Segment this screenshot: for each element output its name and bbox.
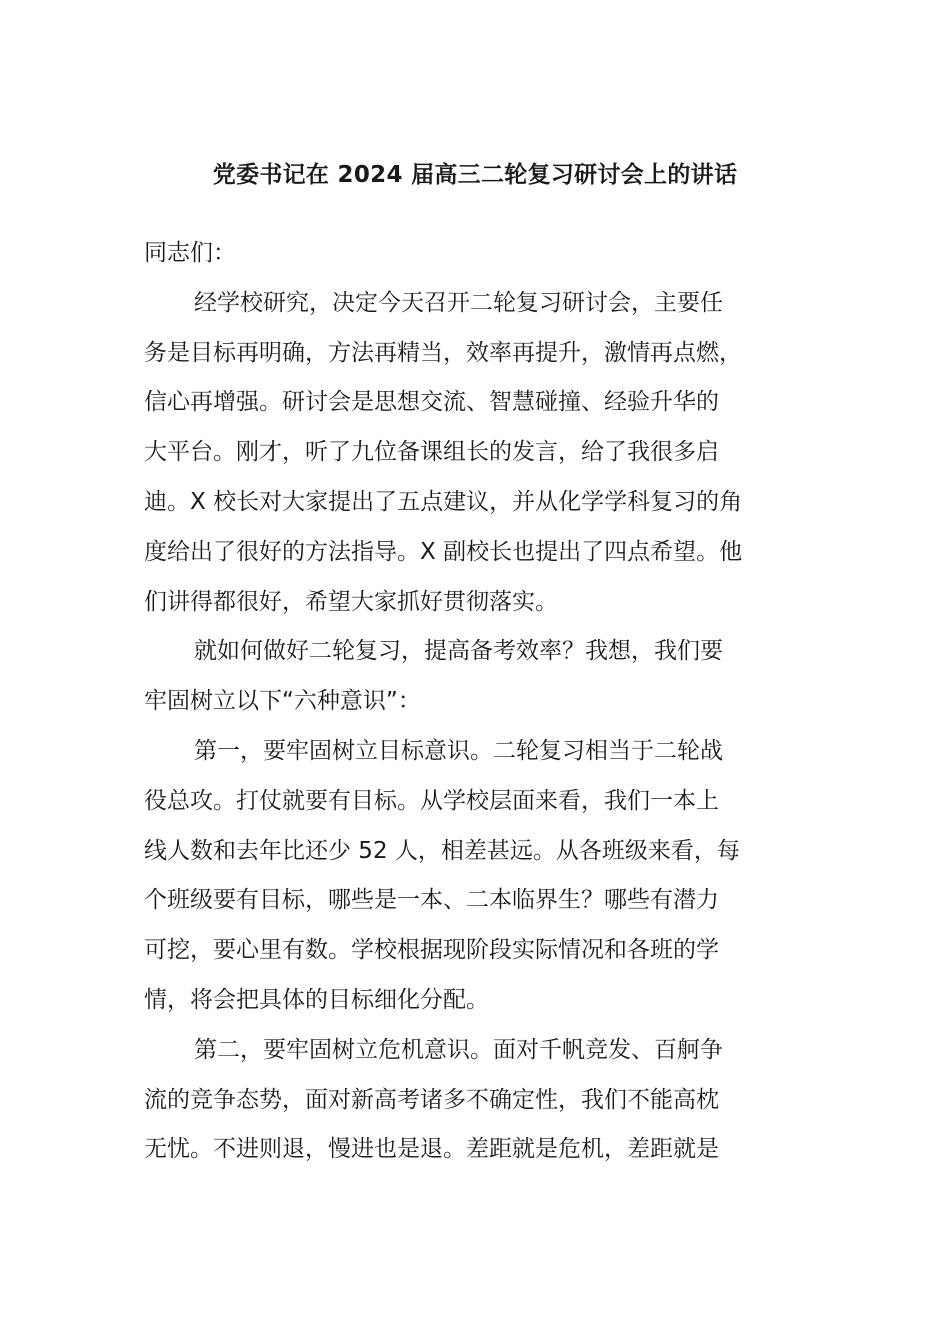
text-line: 们讲得都很好，希望大家抓好贯彻落实。 [144, 588, 558, 615]
text-line: 流的竞争态势，面对新高考诸多不确定性，我们不能高枕 [144, 1086, 719, 1113]
text-line: 第一，要牢固树立目标意识。二轮复习相当于二轮战 [194, 737, 723, 764]
text-line: 无忧。不进则退，慢进也是退。差距就是危机，差距就是 [144, 1136, 719, 1163]
text-line: 信心再增强。研讨会是思想交流、智慧碰撞、经验升华的 [144, 389, 719, 416]
text-line: 度给出了很好的方法指导。X 副校长也提出了四点希望。他 [144, 538, 743, 565]
text-line: 役总攻。打仗就要有目标。从学校层面来看，我们一本上 [144, 787, 719, 814]
text-line: 务是目标再明确，方法再精当，效率再提升，激情再点燃， [144, 339, 742, 366]
text-line: 情，将会把具体的目标细化分配。 [144, 986, 489, 1013]
text-line: 线人数和去年比还少 52 人，相差甚远。从各班级来看，每 [144, 837, 740, 864]
text-line: 同志们： [144, 240, 236, 266]
text-line: 可挖，要心里有数。学校根据现阶段实际情况和各班的学 [144, 937, 719, 964]
text-line: 大平台。刚才，听了九位备课组长的发言，给了我很多启 [144, 439, 719, 466]
text-line: 迪。X 校长对大家提出了五点建议，并从化学学科复习的角 [144, 488, 743, 515]
text-line: 个班级要有目标，哪些是一本、二本临界生？哪些有潜力 [144, 887, 719, 914]
text-line: 经学校研究，决定今天召开二轮复习研讨会，主要任 [194, 289, 723, 316]
document-title: 党委书记在 2024 届高三二轮复习研讨会上的讲话 [212, 162, 738, 188]
text-line: 第二，要牢固树立危机意识。面对千帆竞发、百舸争 [194, 1036, 723, 1063]
text-line: 牢固树立以下“六种意识”： [144, 688, 421, 715]
document-body [144, 229, 808, 1175]
text-line: 就如何做好二轮复习，提高备考效率？我想，我们要 [194, 638, 723, 665]
